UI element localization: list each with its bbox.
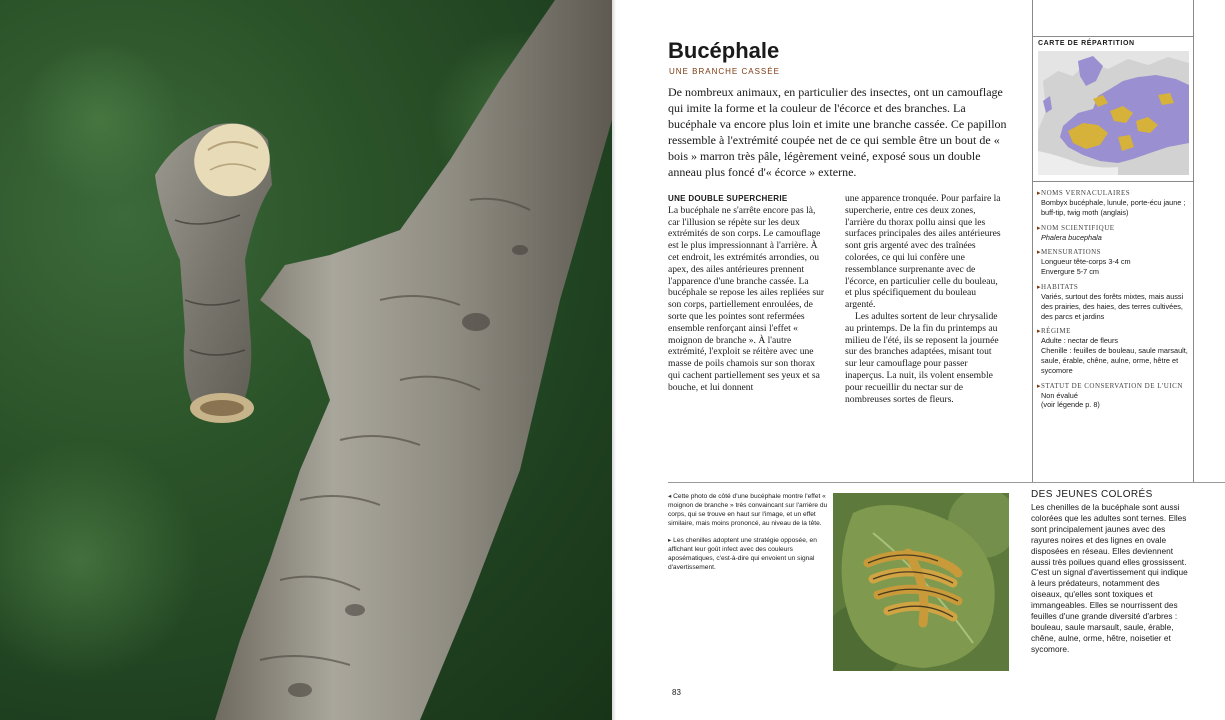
- caption-text: Les chenilles adoptent une stratégie opposée, en affichant leur goût infect avec des couleurs aposématiques, c'est-à-dire qui envoient un signal d'avertissement.: [668, 537, 817, 571]
- fact-label: ▸ MENSURATIONS: [1037, 248, 1192, 257]
- fact-conservation-status: [1037, 382, 1192, 411]
- fact-scientific-name: [1037, 224, 1192, 243]
- fact-label: ▸ NOMS VERNACULAIRES: [1037, 189, 1192, 198]
- fact-common-names: [1037, 189, 1192, 218]
- fact-label: ▸ HABITATS: [1037, 283, 1192, 292]
- fact-value: Adulte : nectar de fleurs Chenille : feuilles de bouleau, saule marsault, saule, érable, chêne, aulne, orme, hêtre et sycomore: [1041, 336, 1188, 375]
- fact-label: ▸ NOM SCIENTIFIQUE: [1037, 224, 1192, 233]
- caption-left-photo: [668, 492, 828, 528]
- article-col1-text: La bucéphale ne s'arrête encore pas là, car l'illusion se répète sur les deux extrémités de son corps. Le camouflage est le plus impressionnant à l'arrière. À cet endroit, les extrémités arrondies, ou apex, des ailes antérieures prennent l'apparence d'une branche cassée. La bucéphale se repose les ailes repliées sur son corps, partiellement enroulées, de sorte que les pointes sont refermées ensemble renforçant ainsi l'effet « moignon de branche ». À l'autre extrémité, l'exploit se réitère avec une masse de poils chamois sur son thorax qui cachent partiellement ses yeux et sa bouche, et lui donnent: [668, 204, 825, 393]
- photo-captions: [668, 492, 828, 580]
- fact-habitats: [1037, 283, 1192, 321]
- article-col2-p1: une apparence tronquée. Pour parfaire la supercherie, entre ces deux zones, l'arrière du thorax pollu ainsi que les surfaces principales des ailes antérieures sont gris argenté avec des traînées colorées, ce qui lui confère une ressemblance surprenante avec de l'écorce, en particulier celle du bouleau, et plus spécifiquement du bouleau argenté.: [845, 193, 1001, 311]
- distribution-map: [1038, 51, 1189, 175]
- fact-label: ▸ STATUT DE CONSERVATION DE L'UICN: [1037, 382, 1192, 391]
- fact-label: ▸ RÉGIME: [1037, 327, 1192, 336]
- article-column-2: [845, 193, 1005, 405]
- moth-on-branch-photo: [0, 0, 612, 720]
- caption-arrow-left-icon: ◂: [668, 493, 672, 500]
- article-heading: UNE DOUBLE SUPERCHERIE: [668, 194, 788, 203]
- caption-text: Cette photo de côté d'une bucéphale montre l'effet « moignon de branche » très convaincant sur l'arrière du corps, qui se trouve en haut sur l'image, et un effet similaire, mais moins prononcé, au niveau de la tête.: [668, 493, 828, 527]
- fact-value: Bombyx bucéphale, lunule, porte-écu jaune ; buff-tip, twig moth (anglais): [1041, 198, 1186, 217]
- young-section-title: DES JEUNES COLORÉS: [1031, 489, 1153, 500]
- page-subtitle: UNE BRANCHE CASSÉE: [669, 67, 780, 76]
- fact-diet: [1037, 327, 1192, 375]
- sidebar-map-rule: [1032, 181, 1194, 182]
- fact-value: Longueur tête-corps 3-4 cm Envergure 5-7 cm: [1041, 257, 1131, 277]
- fact-measurements: [1037, 248, 1192, 277]
- map-label: CARTE DE RÉPARTITION: [1038, 40, 1135, 47]
- moth-illustration: [0, 0, 612, 720]
- intro-paragraph: De nombreux animaux, en particulier des insectes, ont un camouflage qui imite la forme et la couleur de l'écorce et des branches. La bucéphale va encore plus loin et imite une branche cassée. Ce papillon ressemble à l'extrémité coupée net de ce qui semble être un bout de « bois » marron très pâle, légèrement veiné, exposé sous un double anneau plus foncé d'« écorce » externe.: [668, 85, 1007, 180]
- page-title: Bucéphale: [668, 38, 780, 63]
- fact-value: Phalera bucephala: [1041, 232, 1102, 242]
- article-col2-p2: Les adultes sortent de leur chrysalide au printemps. De la fin du printemps au milieu de l'été, ils se reposent la journée sur des branches adaptées, misant tout sur leur camouflage pour passer inaperçus. La nuit, ils volent ensemble pour recueillir du nectar sur de nombreuses sortes de fleurs.: [845, 310, 999, 405]
- young-section-body: Les chenilles de la bucéphale sont aussi colorées que les adultes sont ternes. Elles sont principalement jaunes avec des rayures noires et des lignes en ovale disposées en réseau. Elles deviennent aussi très poilues quand elles grossissent. C'est un signal d'avertissement qui indique à leurs prédateurs, notamment des oiseaux, qu'elles sont toxiques et immangeables. Elles se nourrissent des feuilles d'une grande diversité d'arbres : bouleau, saule marsault, saule, érable, chêne, aulne, orme, hêtre, noisetier et sycomore.: [1031, 502, 1188, 654]
- article-column-1: [668, 193, 828, 394]
- caterpillars-photo: [833, 493, 1009, 671]
- fact-value: Non évalué (voir légende p. 8): [1041, 390, 1100, 410]
- sidebar-left-border: [1032, 0, 1033, 482]
- caption-right-photo: [668, 536, 828, 572]
- fact-value: Variés, surtout des forêts mixtes, mais aussi des prairies, des haies, des terres cultivées, des parcs et jardins: [1041, 291, 1184, 321]
- page-number: 83: [672, 688, 681, 697]
- sidebar-top-rule: [1032, 36, 1194, 37]
- page-gutter: [612, 0, 616, 720]
- bottom-section-rule: [668, 482, 1225, 483]
- species-facts: [1037, 189, 1192, 416]
- caterpillars-illustration: [833, 493, 1009, 671]
- caption-arrow-right-icon: ▸: [668, 537, 672, 544]
- sidebar-right-border: [1193, 0, 1194, 482]
- europe-map-icon: [1038, 51, 1189, 175]
